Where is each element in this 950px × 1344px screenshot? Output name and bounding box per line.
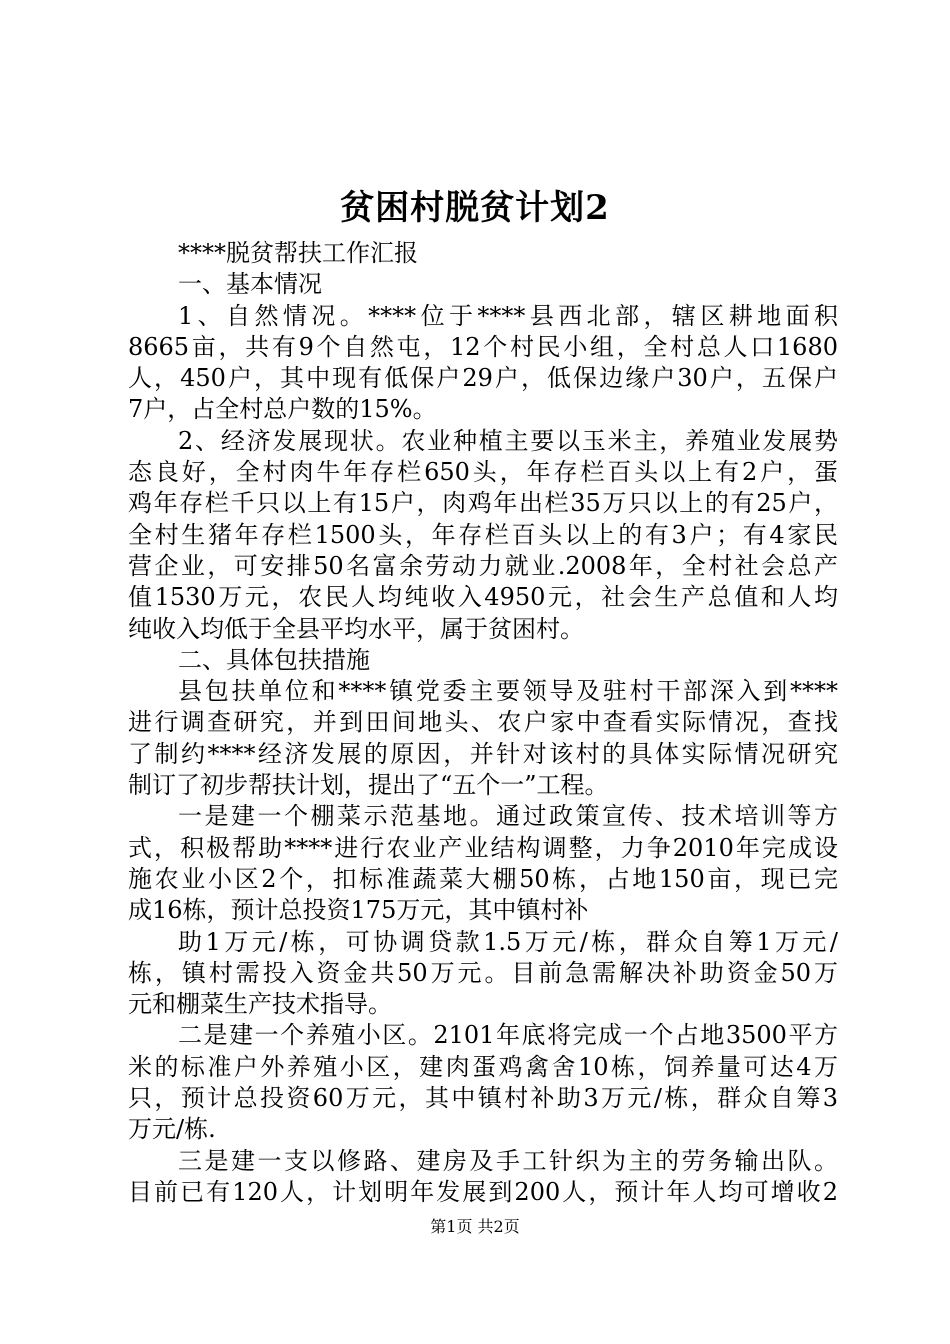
- page-number-footer: 第1页 共2页: [430, 1217, 520, 1236]
- paragraph-line: 营企业，可安排50名富余劳动力就业.2008年，全村社会总产: [128, 551, 838, 580]
- paragraph-line: 了制约****经济发展的原因，并针对该村的具体实际情况研究: [128, 739, 838, 768]
- paragraph-line: 一是建一个棚菜示范基地。通过政策宣传、技术培训等方: [178, 802, 838, 831]
- paragraph-line: 助1万元/栋，可协调贷款1.5万元/栋，群众自筹1万元/: [178, 927, 838, 956]
- paragraph-line: 2、经济发展现状。农业种植主要以玉米主，养殖业发展势: [178, 426, 838, 455]
- paragraph-line: 8665亩，共有9个自然屯，12个村民小组，全村总人口1680: [128, 332, 838, 361]
- paragraph-line: 值1530万元，农民人均纯收入4950元，社会生产总值和人均: [128, 583, 838, 612]
- paragraph-line: 元和棚菜生产技术指导。: [128, 990, 392, 1019]
- paragraph-line: 7户，占全村总户数的15%。: [128, 395, 437, 424]
- paragraph-line: 人，450户，其中现有低保户29户，低保边缘户30户，五保户: [128, 364, 838, 393]
- document-body: [128, 238, 838, 1208]
- paragraph-line: 成16栋，预计总投资175万元，其中镇村补: [128, 896, 589, 925]
- paragraph-line: 只，预计总投资60万元，其中镇村补助3万元/栋，群众自筹3: [128, 1084, 838, 1113]
- page-title: 贫困村脱贫计划2: [340, 188, 610, 228]
- paragraph-line: 纯收入均低于全县平均水平，属于贫困村。: [128, 614, 584, 643]
- paragraph-line: 万元/栋.: [128, 1115, 216, 1144]
- paragraph-line: 二是建一个养殖小区。2101年底将完成一个占地3500平方: [178, 1021, 838, 1050]
- paragraph-line: 施农业小区2个，扣标准蔬菜大棚50栋，占地150亩，现已完: [128, 864, 838, 893]
- paragraph-line: 式，积极帮助****进行农业产业结构调整，力争2010年完成设: [128, 833, 838, 862]
- paragraph-line: 全村生猪年存栏1500头，年存栏百头以上的有3户；有4家民: [128, 520, 838, 549]
- paragraph-line: 县包扶单位和****镇党委主要领导及驻村干部深入到****: [178, 677, 838, 706]
- paragraph-line: 米的标准户外养殖小区，建肉蛋鸡禽舍10栋，饲养量可达4万: [128, 1052, 838, 1081]
- paragraph-line: 栋，镇村需投入资金共50万元。目前急需解决补助资金50万: [128, 958, 838, 987]
- paragraph-line: 鸡年存栏千只以上有15户，肉鸡年出栏35万只以上的有25户，: [128, 489, 838, 518]
- paragraph-line: 态良好，全村肉牛年存栏650头，年存栏百头以上有2户，蛋: [128, 458, 838, 487]
- paragraph-line: 三是建一支以修路、建房及手工针织为主的劳务输出队。: [178, 1146, 838, 1175]
- paragraph-line: 制订了初步帮扶计划，提出了“五个一”工程。: [128, 771, 609, 800]
- paragraph-line: 1、自然情况。****位于****县西北部，辖区耕地面积: [178, 301, 838, 330]
- paragraph-line: 进行调查研究，并到田间地头、农户家中查看实际情况，查找: [128, 708, 838, 737]
- section-heading-basic: 一、基本情况: [178, 270, 322, 299]
- section-heading-measures: 二、具体包扶措施: [178, 645, 370, 674]
- paragraph-line: 目前已有120人，计划明年发展到200人，预计年人均可增收2: [128, 1177, 838, 1206]
- report-subtitle: ****脱贫帮扶工作汇报: [178, 239, 418, 267]
